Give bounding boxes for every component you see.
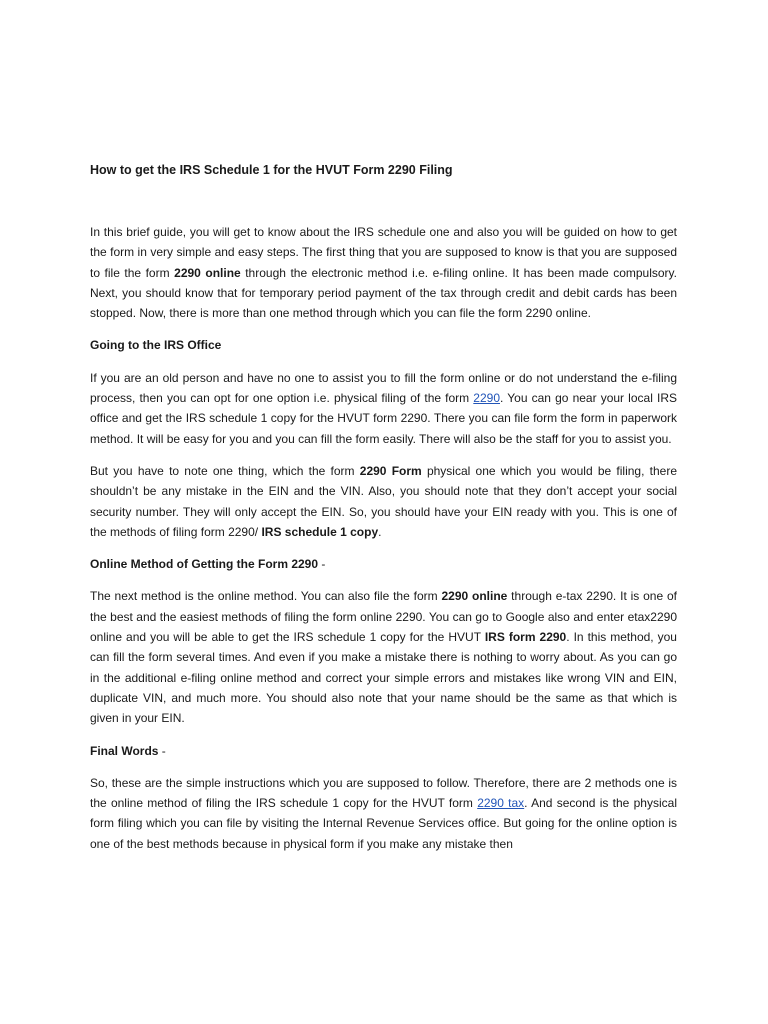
irs-office-p2-text-3: . xyxy=(378,524,382,539)
irs-office-p2-text-2: physical one which you would be filing, there shouldn’t be any mistake in the EIN and the VIN. Also, you should note that they don’t accept your social security number. They will only accept the EIN. So, you should have your EIN ready with you. This is one of the methods of filing form 2290/ xyxy=(90,463,678,539)
section-heading-online-method xyxy=(90,554,677,574)
online-method-text-2: through e-tax 2290. It is one of the best and the easiest methods of filing the form online 2290. You can go to Google also and enter etax2290 online and you will be able to get the IRS schedule 1 copy for the HVUT xyxy=(90,589,677,645)
final-words-text-1: So, these are the simple instructions which you are supposed to follow. Therefore, there are 2 methods one is the online method of filing the IRS schedule 1 copy for the HVUT form xyxy=(90,775,677,811)
irs-office-text-1: If you are an old person and have no one to assist you to fill the form online or do not understand the e-filing process, then you can opt for one option i.e. physical filing of the form xyxy=(90,370,677,406)
online-method-heading-suffix: - xyxy=(318,557,326,572)
online-method-bold-irs-form-2290: IRS form 2290 xyxy=(484,630,567,645)
final-words-paragraph xyxy=(90,773,677,854)
final-words-heading-suffix: - xyxy=(158,743,166,758)
online-method-paragraph xyxy=(90,586,677,728)
online-method-text-1: The next method is the online method. You can also file the form xyxy=(90,589,442,604)
irs-office-paragraph-1 xyxy=(90,368,677,449)
link-2290[interactable]: 2290 xyxy=(473,391,500,406)
final-words-heading-text: Final Words xyxy=(90,743,159,758)
intro-text-2: through the electronic method i.e. e-filing online. It has been made compulsory. Next, you should know that for temporary period payment of the tax through credit and debit cards has been stopped. Now, there is more than one method through which you can file the form 2290 online. xyxy=(90,265,678,321)
irs-office-bold-schedule-1-copy: IRS schedule 1 copy xyxy=(261,524,379,539)
intro-text-1: In this brief guide, you will get to know about the IRS schedule one and also you will be guided on how to get the form in very simple and easy steps. The first thing that you are supposed to know is that you are supposed to file the form xyxy=(90,225,677,280)
document-title: How to get the IRS Schedule 1 for the HVUT Form 2290 Filing xyxy=(90,163,453,177)
online-method-bold-2290-online: 2290 online xyxy=(441,589,508,604)
irs-office-text-2: . You can go near your local IRS office and get the IRS schedule 1 copy for the HVUT form 2290. There you can file form the form in paperwork method. It will be easy for you and you can fill the form easily. There will also be the staff for you to assist you. xyxy=(90,391,677,446)
irs-office-bold-2290-form: 2290 Form xyxy=(359,463,422,478)
section-heading-irs-office: Going to the IRS Office xyxy=(90,338,222,353)
irs-office-p2-text-1: But you have to note one thing, which the form xyxy=(90,463,360,478)
online-method-text-3: . In this method, you can fill the form several times. And even if you make a mistake there is nothing to worry about. As you can go in the additional e-filing online method and correct your simple errors and mistakes like wrong VIN and EIN, duplicate VIN, and much more. You should also note that your name should be the same as that which is given in your EIN. xyxy=(90,630,677,726)
online-method-heading-text: Online Method of Getting the Form 2290 xyxy=(90,557,319,572)
intro-bold-2290-online: 2290 online xyxy=(174,265,241,280)
intro-paragraph xyxy=(90,222,677,323)
section-heading-final-words xyxy=(90,741,677,761)
document-body xyxy=(90,222,677,866)
final-words-text-2: . And second is the physical form filing which you can file by visiting the Internal Revenue Services office. But going for the online option is one of the best methods because in physical form if you make any mistake then xyxy=(90,796,677,851)
link-2290-tax[interactable]: 2290 tax xyxy=(477,796,525,811)
irs-office-paragraph-2 xyxy=(90,461,677,542)
